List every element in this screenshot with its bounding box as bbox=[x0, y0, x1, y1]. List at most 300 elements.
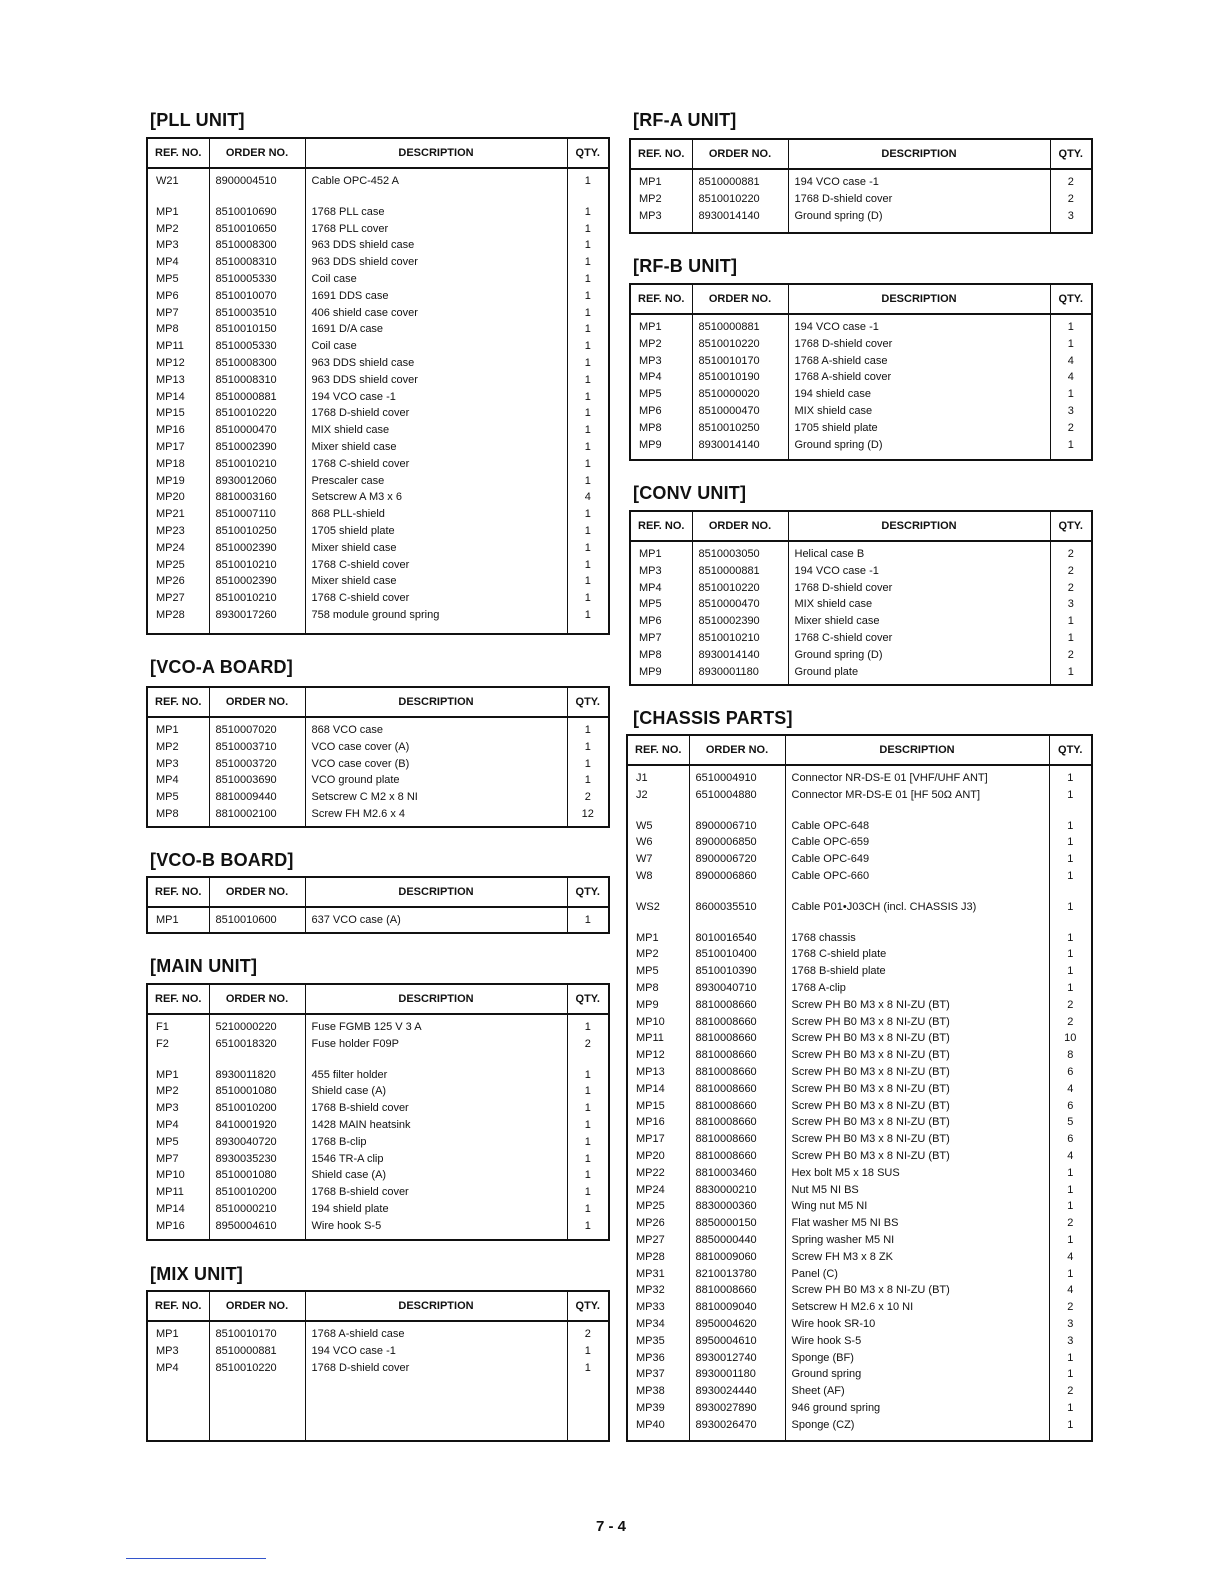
description: 963 DDS shield case bbox=[305, 355, 567, 372]
description: Coil case bbox=[305, 338, 567, 355]
description: 194 VCO case -1 bbox=[788, 563, 1050, 580]
description-header: DESCRIPTION bbox=[788, 284, 1050, 314]
qty: 1 bbox=[567, 168, 609, 190]
qty: 4 bbox=[1050, 353, 1092, 370]
table-row bbox=[630, 580, 1092, 597]
description bbox=[305, 1053, 567, 1067]
order-no: 8930012740 bbox=[689, 1350, 785, 1367]
table-row bbox=[147, 439, 609, 456]
table-header-row bbox=[147, 687, 609, 717]
filler-cell bbox=[209, 624, 305, 634]
qty: 1 bbox=[1049, 899, 1092, 916]
description: Nut M5 NI BS bbox=[785, 1182, 1049, 1199]
order-no: 8810002100 bbox=[209, 806, 305, 823]
ref-no: MP3 bbox=[147, 237, 209, 254]
order-no: 8510010600 bbox=[209, 907, 305, 929]
qty: 1 bbox=[567, 1117, 609, 1134]
description: VCO case cover (B) bbox=[305, 756, 567, 773]
qty: 2 bbox=[1050, 191, 1092, 208]
table-row bbox=[147, 1100, 609, 1117]
table-row bbox=[630, 191, 1092, 208]
description: Ground plate bbox=[788, 664, 1050, 681]
table-row bbox=[627, 1215, 1092, 1232]
ref-no: MP9 bbox=[630, 437, 692, 454]
qty: 1 bbox=[567, 254, 609, 271]
order-no: 8510010400 bbox=[689, 946, 785, 963]
qty: 3 bbox=[1049, 1316, 1092, 1333]
description: 1768 B-shield cover bbox=[305, 1184, 567, 1201]
table-row bbox=[147, 456, 609, 473]
table-row bbox=[627, 1165, 1092, 1182]
table-row bbox=[627, 1098, 1092, 1115]
ref-no: MP20 bbox=[147, 489, 209, 506]
order-no bbox=[689, 804, 785, 818]
description: Ground spring (D) bbox=[788, 647, 1050, 664]
table-row bbox=[627, 899, 1092, 916]
order-no: 8510002390 bbox=[692, 613, 788, 630]
qty-header: QTY. bbox=[567, 138, 609, 168]
ref-no: MP2 bbox=[147, 739, 209, 756]
ref-no: WS2 bbox=[627, 899, 689, 916]
ref-no bbox=[147, 1053, 209, 1067]
order-no: 8410001920 bbox=[209, 1117, 305, 1134]
ref-no: MP4 bbox=[147, 1117, 209, 1134]
order-no: 8810008660 bbox=[689, 1098, 785, 1115]
table-row bbox=[147, 372, 609, 389]
qty: 1 bbox=[567, 1067, 609, 1084]
table-row bbox=[147, 389, 609, 406]
table-row bbox=[630, 208, 1092, 225]
filler-cell bbox=[785, 1433, 1049, 1441]
table-row bbox=[627, 834, 1092, 851]
qty bbox=[1049, 885, 1092, 899]
description: Fuse holder F09P bbox=[305, 1036, 567, 1053]
order-no: 8510007020 bbox=[209, 717, 305, 739]
filler-cell bbox=[567, 823, 609, 827]
description: 868 PLL-shield bbox=[305, 506, 567, 523]
description: Setscrew H M2.6 x 10 NI bbox=[785, 1299, 1049, 1316]
qty: 1 bbox=[567, 907, 609, 929]
filler-row bbox=[630, 224, 1092, 233]
order-no: 8510008310 bbox=[209, 372, 305, 389]
description: VCO case cover (A) bbox=[305, 739, 567, 756]
ref-no: F2 bbox=[147, 1036, 209, 1053]
ref-no: MP16 bbox=[147, 1218, 209, 1235]
ref-no bbox=[627, 885, 689, 899]
qty: 1 bbox=[567, 321, 609, 338]
table-row bbox=[147, 1014, 609, 1036]
ref-no: MP9 bbox=[630, 664, 692, 681]
description: 1691 D/A case bbox=[305, 321, 567, 338]
filler-cell bbox=[788, 453, 1050, 460]
description: 1768 C-shield cover bbox=[305, 590, 567, 607]
description bbox=[785, 804, 1049, 818]
ref-no: MP3 bbox=[630, 563, 692, 580]
order-no: 8900004510 bbox=[209, 168, 305, 190]
table-row bbox=[147, 717, 609, 739]
qty: 1 bbox=[567, 1184, 609, 1201]
filler-cell bbox=[567, 1376, 609, 1441]
description: 1768 D-shield cover bbox=[305, 1360, 567, 1377]
ref-no: MP8 bbox=[147, 806, 209, 823]
description: Panel (C) bbox=[785, 1266, 1049, 1283]
table-header-row bbox=[147, 1291, 609, 1321]
order-no: 8510000881 bbox=[692, 169, 788, 191]
qty: 4 bbox=[1050, 369, 1092, 386]
parts-table-chassis bbox=[626, 734, 1093, 1442]
description: Spring washer M5 NI bbox=[785, 1232, 1049, 1249]
filler-cell bbox=[689, 1433, 785, 1441]
description: 946 ground spring bbox=[785, 1400, 1049, 1417]
ref-no: W21 bbox=[147, 168, 209, 190]
order-no: 8010016540 bbox=[689, 930, 785, 947]
order-no: 8510003720 bbox=[209, 756, 305, 773]
filler-cell bbox=[788, 680, 1050, 685]
ref-no: MP28 bbox=[627, 1249, 689, 1266]
order-no: 8830000210 bbox=[689, 1182, 785, 1199]
ref-no: MP6 bbox=[630, 613, 692, 630]
description: 1768 B-clip bbox=[305, 1134, 567, 1151]
spacer-row bbox=[147, 190, 609, 204]
qty: 3 bbox=[1050, 403, 1092, 420]
table-row bbox=[627, 1014, 1092, 1031]
description: Cable OPC-649 bbox=[785, 851, 1049, 868]
qty: 1 bbox=[567, 288, 609, 305]
order-no: 8950004610 bbox=[209, 1218, 305, 1235]
ref-no: MP14 bbox=[627, 1081, 689, 1098]
table-row bbox=[630, 369, 1092, 386]
order-no: 8810008660 bbox=[689, 1148, 785, 1165]
parts-table-pll bbox=[146, 137, 610, 635]
qty: 1 bbox=[1050, 336, 1092, 353]
order-no: 8510007110 bbox=[209, 506, 305, 523]
ref-no: MP1 bbox=[147, 204, 209, 221]
ref-no: MP5 bbox=[630, 596, 692, 613]
description: Setscrew C M2 x 8 NI bbox=[305, 789, 567, 806]
description: Screw PH B0 M3 x 8 NI-ZU (BT) bbox=[785, 1282, 1049, 1299]
spacer-row bbox=[627, 885, 1092, 899]
ref-no: MP3 bbox=[147, 1100, 209, 1117]
order-no: 8510000020 bbox=[692, 386, 788, 403]
ref-no: MP33 bbox=[627, 1299, 689, 1316]
order-no: 8900006710 bbox=[689, 818, 785, 835]
description: 455 filter holder bbox=[305, 1067, 567, 1084]
filler-cell bbox=[209, 1376, 305, 1441]
ref-no: MP2 bbox=[627, 946, 689, 963]
ref-no: MP1 bbox=[630, 169, 692, 191]
qty: 1 bbox=[567, 1360, 609, 1377]
table-row bbox=[627, 1366, 1092, 1383]
table-row bbox=[630, 169, 1092, 191]
ref-no: MP11 bbox=[147, 338, 209, 355]
qty: 1 bbox=[567, 1201, 609, 1218]
qty-header: QTY. bbox=[567, 687, 609, 717]
qty: 1 bbox=[567, 338, 609, 355]
ref-no: MP35 bbox=[627, 1333, 689, 1350]
order-no: 8510000881 bbox=[209, 389, 305, 406]
description: Screw PH B0 M3 x 8 NI-ZU (BT) bbox=[785, 1114, 1049, 1131]
qty: 1 bbox=[1050, 437, 1092, 454]
description: Ground spring (D) bbox=[788, 437, 1050, 454]
description: 1768 C-shield cover bbox=[305, 456, 567, 473]
qty bbox=[1049, 804, 1092, 818]
spacer-row bbox=[627, 804, 1092, 818]
description: 406 shield case cover bbox=[305, 305, 567, 322]
ref-no: MP4 bbox=[147, 772, 209, 789]
order-no: 8510002390 bbox=[209, 573, 305, 590]
qty: 4 bbox=[1049, 1282, 1092, 1299]
order-no: 8510000470 bbox=[692, 596, 788, 613]
qty: 1 bbox=[1050, 630, 1092, 647]
order-no: 8810009040 bbox=[689, 1299, 785, 1316]
table-row bbox=[147, 422, 609, 439]
table-header-row bbox=[630, 139, 1092, 169]
table-row bbox=[627, 1333, 1092, 1350]
description: Mixer shield case bbox=[305, 439, 567, 456]
order-header: ORDER NO. bbox=[209, 984, 305, 1014]
order-no: 8510003690 bbox=[209, 772, 305, 789]
qty-header: QTY. bbox=[1050, 139, 1092, 169]
filler-cell bbox=[209, 823, 305, 827]
table-row bbox=[147, 806, 609, 823]
table-row bbox=[147, 1134, 609, 1151]
order-header: ORDER NO. bbox=[689, 735, 785, 765]
qty: 1 bbox=[567, 1151, 609, 1168]
qty: 1 bbox=[1049, 1198, 1092, 1215]
qty: 2 bbox=[1050, 541, 1092, 563]
table-row bbox=[627, 963, 1092, 980]
filler-cell bbox=[630, 680, 692, 685]
ref-no: MP16 bbox=[147, 422, 209, 439]
description: Screw PH B0 M3 x 8 NI-ZU (BT) bbox=[785, 1148, 1049, 1165]
ref-no: MP8 bbox=[630, 647, 692, 664]
description: Cable OPC-452 A bbox=[305, 168, 567, 190]
ref-no: W8 bbox=[627, 868, 689, 885]
filler-cell bbox=[1050, 453, 1092, 460]
ref-no: MP1 bbox=[627, 930, 689, 947]
qty: 1 bbox=[1049, 1400, 1092, 1417]
qty: 1 bbox=[1049, 818, 1092, 835]
order-no: 8930040710 bbox=[689, 980, 785, 997]
table-row bbox=[147, 1067, 609, 1084]
filler-cell bbox=[209, 929, 305, 933]
order-no: 8510000881 bbox=[692, 314, 788, 336]
qty: 1 bbox=[567, 456, 609, 473]
description: Screw PH B0 M3 x 8 NI-ZU (BT) bbox=[785, 1030, 1049, 1047]
table-row bbox=[147, 1117, 609, 1134]
table-row bbox=[627, 1383, 1092, 1400]
order-no: 8810008660 bbox=[689, 1014, 785, 1031]
ref-no: MP19 bbox=[147, 473, 209, 490]
qty bbox=[567, 1053, 609, 1067]
ref-no: MP14 bbox=[147, 1201, 209, 1218]
qty: 1 bbox=[1049, 1417, 1092, 1434]
table-row bbox=[147, 1321, 609, 1343]
description: 758 module ground spring bbox=[305, 607, 567, 624]
description-header: DESCRIPTION bbox=[788, 139, 1050, 169]
ref-no: MP7 bbox=[147, 305, 209, 322]
description: Sheet (AF) bbox=[785, 1383, 1049, 1400]
table-row bbox=[627, 1047, 1092, 1064]
table-row bbox=[147, 1343, 609, 1360]
description: 1768 C-shield cover bbox=[305, 557, 567, 574]
description: Hex bolt M5 x 18 SUS bbox=[785, 1165, 1049, 1182]
qty: 5 bbox=[1049, 1114, 1092, 1131]
description: 1768 PLL cover bbox=[305, 221, 567, 238]
order-no: 8930024440 bbox=[689, 1383, 785, 1400]
order-header: ORDER NO. bbox=[692, 284, 788, 314]
table-row bbox=[147, 1151, 609, 1168]
qty bbox=[1049, 916, 1092, 930]
order-no: 8510010170 bbox=[692, 353, 788, 370]
qty: 4 bbox=[567, 489, 609, 506]
filler-cell bbox=[692, 224, 788, 233]
order-no: 8930014140 bbox=[692, 208, 788, 225]
order-no: 8930027890 bbox=[689, 1400, 785, 1417]
ref-no: MP32 bbox=[627, 1282, 689, 1299]
ref-no: MP27 bbox=[147, 590, 209, 607]
description: Wire hook S-5 bbox=[785, 1333, 1049, 1350]
table-row bbox=[147, 221, 609, 238]
table-row bbox=[627, 1232, 1092, 1249]
filler-cell bbox=[567, 624, 609, 634]
order-no: 8510010210 bbox=[209, 557, 305, 574]
filler-cell bbox=[1050, 224, 1092, 233]
ref-no: MP5 bbox=[627, 963, 689, 980]
description: Wire hook SR-10 bbox=[785, 1316, 1049, 1333]
ref-no: MP8 bbox=[147, 321, 209, 338]
filler-row bbox=[630, 680, 1092, 685]
qty: 2 bbox=[1050, 420, 1092, 437]
table-row bbox=[627, 851, 1092, 868]
ref-no: MP13 bbox=[627, 1064, 689, 1081]
description-header: DESCRIPTION bbox=[305, 687, 567, 717]
qty: 1 bbox=[567, 506, 609, 523]
description-header: DESCRIPTION bbox=[305, 1291, 567, 1321]
table-row bbox=[147, 1036, 609, 1053]
filler-cell bbox=[305, 1376, 567, 1441]
order-no: 8810008660 bbox=[689, 1114, 785, 1131]
qty: 2 bbox=[1049, 997, 1092, 1014]
table-row bbox=[630, 437, 1092, 454]
table-row bbox=[630, 664, 1092, 681]
qty: 2 bbox=[567, 1036, 609, 1053]
order-no: 8930014140 bbox=[692, 647, 788, 664]
description: Ground spring bbox=[785, 1366, 1049, 1383]
table-row bbox=[147, 789, 609, 806]
description-header: DESCRIPTION bbox=[785, 735, 1049, 765]
qty: 12 bbox=[567, 806, 609, 823]
table-row bbox=[147, 473, 609, 490]
table-row bbox=[147, 338, 609, 355]
page-number: 7 - 4 bbox=[596, 1518, 627, 1535]
table-row bbox=[627, 1148, 1092, 1165]
parts-table-conv bbox=[629, 510, 1093, 686]
table-row bbox=[627, 980, 1092, 997]
description: 963 DDS shield cover bbox=[305, 372, 567, 389]
qty: 1 bbox=[567, 305, 609, 322]
ref-no: MP1 bbox=[147, 1067, 209, 1084]
ref-no: MP28 bbox=[147, 607, 209, 624]
ref-no: MP6 bbox=[147, 288, 209, 305]
description: 1768 A-shield cover bbox=[788, 369, 1050, 386]
table-row bbox=[630, 314, 1092, 336]
qty-header: QTY. bbox=[567, 984, 609, 1014]
order-no: 8510002390 bbox=[209, 540, 305, 557]
ref-header: REF. NO. bbox=[630, 139, 692, 169]
table-row bbox=[147, 1360, 609, 1377]
qty: 1 bbox=[567, 221, 609, 238]
qty: 2 bbox=[1050, 563, 1092, 580]
order-no bbox=[689, 885, 785, 899]
order-no: 8510010190 bbox=[692, 369, 788, 386]
description: Screw PH B0 M3 x 8 NI-ZU (BT) bbox=[785, 1131, 1049, 1148]
qty: 1 bbox=[1049, 980, 1092, 997]
table-row bbox=[630, 541, 1092, 563]
qty: 1 bbox=[1049, 1366, 1092, 1383]
table-row bbox=[147, 739, 609, 756]
description: Screw PH B0 M3 x 8 NI-ZU (BT) bbox=[785, 1081, 1049, 1098]
order-no: 8510010250 bbox=[209, 523, 305, 540]
qty: 2 bbox=[1049, 1215, 1092, 1232]
description: 194 shield case bbox=[788, 386, 1050, 403]
table-row bbox=[147, 1218, 609, 1235]
qty: 1 bbox=[567, 540, 609, 557]
description: Connector NR-DS-E 01 [VHF/UHF ANT] bbox=[785, 765, 1049, 787]
order-header: ORDER NO. bbox=[209, 1291, 305, 1321]
order-header: ORDER NO. bbox=[209, 687, 305, 717]
filler-cell bbox=[305, 1235, 567, 1240]
order-no: 8510010210 bbox=[209, 456, 305, 473]
order-no: 8930014140 bbox=[692, 437, 788, 454]
qty: 1 bbox=[1050, 314, 1092, 336]
table-row bbox=[627, 1198, 1092, 1215]
table-row bbox=[147, 557, 609, 574]
qty: 2 bbox=[1050, 647, 1092, 664]
ref-no: MP16 bbox=[627, 1114, 689, 1131]
ref-no: MP4 bbox=[147, 1360, 209, 1377]
table-row bbox=[627, 930, 1092, 947]
ref-no: MP14 bbox=[147, 389, 209, 406]
qty: 4 bbox=[1049, 1081, 1092, 1098]
order-no: 8510003510 bbox=[209, 305, 305, 322]
qty: 1 bbox=[1050, 664, 1092, 681]
table-row bbox=[630, 420, 1092, 437]
order-no: 8810003460 bbox=[689, 1165, 785, 1182]
ref-no: MP23 bbox=[147, 523, 209, 540]
order-no: 8510005330 bbox=[209, 338, 305, 355]
qty: 1 bbox=[567, 405, 609, 422]
ref-no: MP7 bbox=[147, 1151, 209, 1168]
qty: 1 bbox=[1050, 613, 1092, 630]
table-row bbox=[630, 336, 1092, 353]
filler-row bbox=[630, 453, 1092, 460]
order-header: ORDER NO. bbox=[209, 138, 305, 168]
description: 1768 D-shield cover bbox=[788, 191, 1050, 208]
qty-header: QTY. bbox=[1050, 284, 1092, 314]
order-no: 8510010070 bbox=[209, 288, 305, 305]
order-no: 8510010250 bbox=[692, 420, 788, 437]
qty: 1 bbox=[567, 355, 609, 372]
filler-cell bbox=[147, 823, 209, 827]
ref-no: MP24 bbox=[147, 540, 209, 557]
description: MIX shield case bbox=[788, 596, 1050, 613]
qty: 3 bbox=[1050, 596, 1092, 613]
order-no: 8510008300 bbox=[209, 237, 305, 254]
order-no: 8850000440 bbox=[689, 1232, 785, 1249]
ref-no: MP18 bbox=[147, 456, 209, 473]
filler-cell bbox=[567, 1235, 609, 1240]
